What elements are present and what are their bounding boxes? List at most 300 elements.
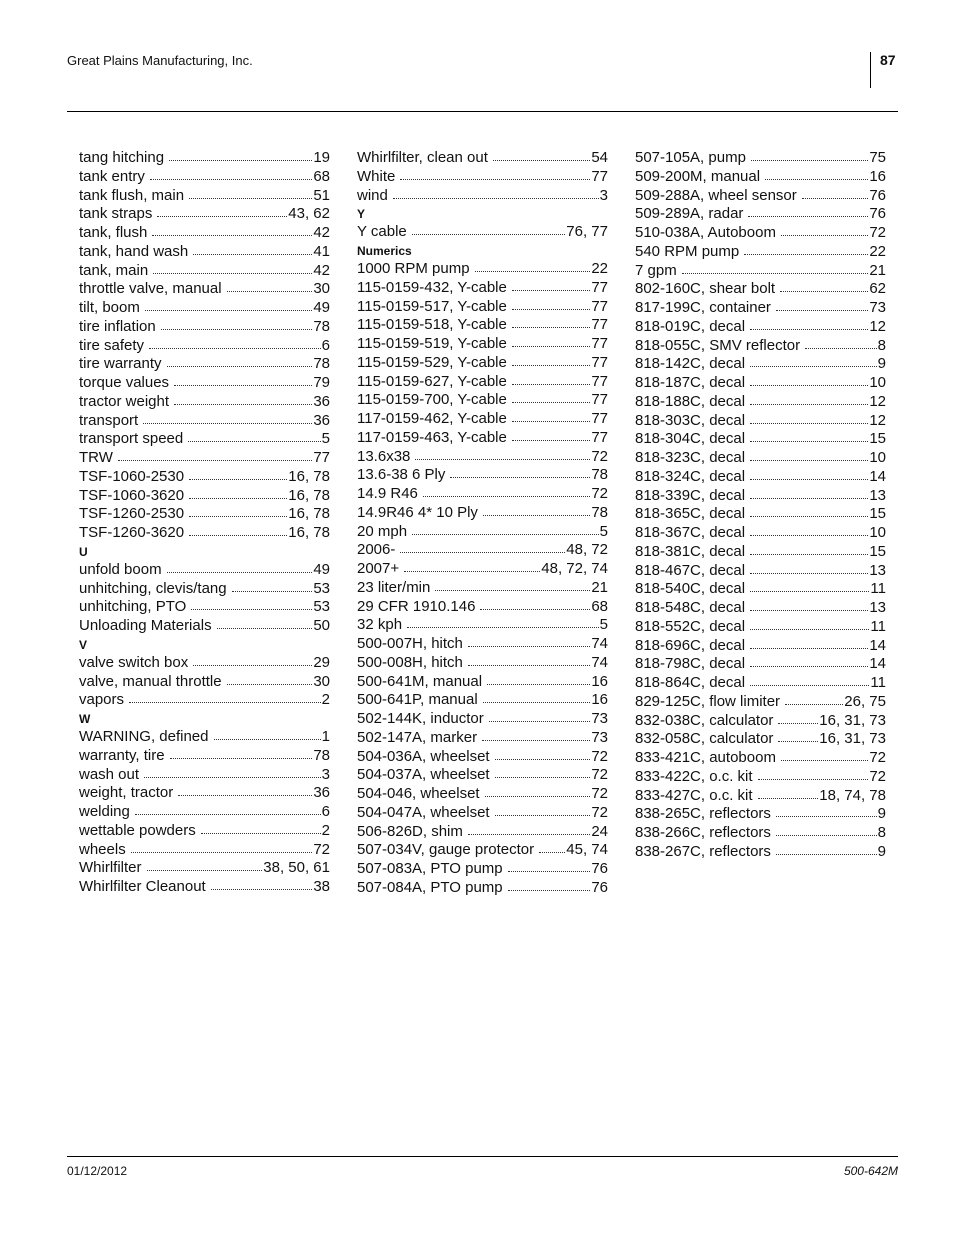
dot-leader [407,627,599,628]
index-page-refs: 79 [313,374,330,391]
index-page-refs: 16, 78 [288,486,330,504]
index-page-refs: 22 [869,242,886,260]
index-term: 29 CFR 1910.146 [357,597,476,615]
index-page-refs: 13 [869,486,886,504]
index-term: 838-267C, reflectors [635,842,771,860]
dot-leader [189,516,287,517]
index-page-refs: 68 [591,597,608,615]
company-name: Great Plains Manufacturing, Inc. [67,53,253,68]
footer-doc-number: 500-642M [843,1164,898,1178]
index-page-refs: 30 [313,280,330,298]
index-page-refs: 16, 78 [288,467,330,485]
index-entry [635,487,886,506]
dot-leader [227,684,313,685]
index-term: tire inflation [79,317,156,335]
index-entry [79,412,330,431]
index-entry [79,430,330,449]
index-column-1 [79,149,330,897]
index-page-refs: 11 [870,617,886,635]
index-term: 507-105A, pump [635,149,746,166]
dot-leader [750,441,868,442]
dot-leader [776,310,868,311]
dot-leader [167,366,313,367]
index-entry [357,429,608,448]
index-entry [79,374,330,393]
index-page-refs: 77 [591,391,608,409]
index-page-refs: 78 [313,317,330,335]
index-entry [635,824,886,843]
index-column-3 [635,149,886,862]
dot-leader [227,291,313,292]
dot-leader [776,835,877,836]
index-term: tank straps [79,205,153,223]
index-term: tank, flush [79,224,148,241]
index-entry [79,822,330,841]
dot-leader [435,590,590,591]
index-term: unfold boom [79,560,162,578]
index-entry [635,224,886,243]
index-page-refs: 30 [313,672,330,690]
index-entry [635,524,886,543]
dot-leader [750,685,869,686]
dot-leader [178,795,312,796]
index-term: 504-036A, wheelset [357,747,490,765]
index-page-refs: 16 [869,167,886,185]
dot-leader [750,423,868,424]
index-page-refs: 19 [313,149,330,166]
index-entry [635,337,886,356]
dot-leader [750,554,868,555]
dot-leader [493,160,590,161]
index-entry [635,805,886,824]
dot-leader [785,704,843,705]
index-page-refs: 78 [313,355,330,373]
dot-leader [512,402,590,403]
dot-leader [750,666,868,667]
dot-leader [145,310,312,311]
index-entry [357,635,608,654]
index-term: tilt, boom [79,299,140,316]
index-entry [357,879,608,898]
index-entry [79,487,330,506]
index-entry [357,748,608,767]
index-term: 115-0159-432, Y-cable [357,278,507,296]
index-page-refs: 43, 62 [288,205,330,223]
index-entry [357,616,608,635]
index-term: 507-034V, gauge protector [357,841,535,859]
index-page-refs: 53 [313,579,330,597]
index-page-refs: 73 [869,299,886,316]
dot-leader [147,870,263,871]
index-term: weight, tractor [79,784,174,802]
index-term: transport speed [79,430,184,448]
index-entry [79,468,330,487]
index-term: 509-288A, wheel sensor [635,186,797,204]
index-term: 500-641M, manual [357,672,483,690]
index-page-refs: 73 [591,728,608,746]
index-entry [79,505,330,524]
index-term: TSF-1260-3620 [79,524,185,541]
index-page-refs: 72 [591,747,608,765]
index-entry [79,580,330,599]
index-entry [357,804,608,823]
dot-leader [512,440,590,441]
index-term: 115-0159-518, Y-cable [357,316,507,334]
dot-leader [161,329,313,330]
dot-leader [750,385,868,386]
index-entry [79,841,330,860]
index-page-refs: 72 [869,224,886,241]
dot-leader [750,573,868,574]
index-entry [635,318,886,337]
index-term: tang hitching [79,149,165,166]
dot-leader [512,365,590,366]
dot-leader [805,348,877,349]
index-term: 818-187C, decal [635,374,746,391]
index-page-refs: 13 [869,561,886,579]
index-term: transport [79,411,139,429]
index-term: unhitching, clevis/tang [79,579,227,597]
dot-leader [751,160,868,161]
dot-leader [468,646,590,647]
dot-leader [157,216,287,217]
index-page-refs: 49 [313,560,330,578]
index-entry [357,335,608,354]
dot-leader [750,479,868,480]
index-page-refs: 72 [869,749,886,766]
dot-leader [512,309,590,310]
index-page-refs: 77 [313,449,330,466]
dot-leader [131,852,313,853]
index-entry [635,149,886,168]
index-term: 1000 RPM pump [357,260,470,277]
index-page-refs: 12 [869,411,886,429]
index-entry [357,654,608,673]
index-entry [635,749,886,768]
index-page-refs: 49 [313,299,330,316]
index-term: 32 kph [357,616,403,634]
index-entry [79,449,330,468]
index-page-refs: 76 [869,205,886,223]
index-page-refs: 53 [313,598,330,616]
dot-leader [682,273,869,274]
index-term: 818-339C, decal [635,486,746,504]
index-page-refs: 15 [869,430,886,448]
index-entry [635,393,886,412]
index-term: 14.9R46 4* 10 Ply [357,503,478,521]
index-page-refs: 26, 75 [844,692,886,710]
index-term: 802-160C, shear bolt [635,280,776,298]
index-entry [357,316,608,335]
index-entry [635,730,886,749]
footer-rule [67,1156,898,1157]
index-term: 818-467C, decal [635,561,746,579]
index-entry [357,354,608,373]
dot-leader [193,665,312,666]
index-term: 509-289A, radar [635,205,744,223]
dot-leader [480,609,590,610]
index-term: 818-798C, decal [635,655,746,673]
dot-leader [468,665,590,666]
dot-leader [765,179,868,180]
index-term: 818-303C, decal [635,411,746,429]
index-page-refs: 78 [591,503,608,521]
index-entry [635,505,886,524]
dot-leader [189,198,312,199]
dot-leader [412,234,566,235]
index-entry [357,710,608,729]
index-term: 14.9 R46 [357,485,418,502]
index-page-refs: 10 [869,449,886,466]
index-page-refs: 11 [870,674,886,691]
index-page-refs: 78 [313,746,330,764]
index-term: 818-019C, decal [635,317,746,335]
index-term: 818-055C, SMV reflector [635,336,801,354]
index-entry [79,243,330,262]
index-page-refs: 16 [591,672,608,690]
index-entry [635,712,886,731]
index-entry [79,205,330,224]
dot-leader [189,479,287,480]
index-entry [357,149,608,168]
index-page-refs: 72 [591,485,608,502]
index-page-refs: 29 [313,653,330,671]
index-term: 829-125C, flow limiter [635,692,781,710]
index-entry [635,674,886,693]
index-term: TSF-1060-2530 [79,467,185,485]
index-page-refs: 14 [869,467,886,485]
dot-leader [412,534,599,535]
dot-leader [211,889,313,890]
index-entry [635,412,886,431]
index-page-refs: 48, 72, 74 [541,560,608,577]
index-entry [635,449,886,468]
index-term: 500-008H, hitch [357,653,463,671]
index-term: 838-266C, reflectors [635,824,771,841]
index-entry [79,598,330,617]
index-term: TSF-1060-3620 [79,486,185,504]
index-term: 117-0159-463, Y-cable [357,428,507,446]
dot-leader [393,198,599,199]
index-page-refs: 5 [599,616,608,634]
dot-leader [150,179,312,180]
index-term: throttle valve, manual [79,280,222,298]
index-term: wind [357,186,388,204]
index-page-refs: 76 [869,186,886,204]
index-term: 23 liter/min [357,578,431,596]
index-entry [635,655,886,674]
index-term: 117-0159-462, Y-cable [357,410,507,427]
dot-leader [508,871,591,872]
dot-leader [750,516,868,517]
dot-leader [744,254,868,255]
dot-leader [404,571,540,572]
dot-leader [750,460,868,461]
index-entry [357,391,608,410]
index-entry [79,280,330,299]
index-term: 510-038A, Autoboom [635,224,776,241]
index-term: 115-0159-700, Y-cable [357,391,507,409]
index-entry [79,561,330,580]
dot-leader [483,515,590,516]
index-term: 540 RPM pump [635,242,740,260]
index-term: 818-381C, decal [635,542,746,560]
index-page-refs: 15 [869,542,886,560]
dot-leader [802,198,869,199]
index-entry [635,374,886,393]
dot-leader [169,160,312,161]
index-entry [357,373,608,392]
index-term: TRW [79,449,113,466]
index-term: tank, main [79,261,149,279]
dot-leader [748,216,868,217]
index-term: 818-188C, decal [635,392,746,410]
dot-leader [144,777,321,778]
index-section-heading: W [79,712,91,726]
index-page-refs: 15 [869,505,886,523]
index-page-refs: 3 [599,186,608,204]
dot-leader [143,423,312,424]
index-page-refs: 77 [591,316,608,334]
index-entry [635,843,886,862]
index-page-refs: 73 [591,710,608,727]
index-entry [357,298,608,317]
index-term: valve switch box [79,653,189,671]
dot-leader [487,684,590,685]
dot-leader [512,346,590,347]
index-term: 115-0159-529, Y-cable [357,353,507,371]
dot-leader [450,477,590,478]
index-page-refs: 6 [321,803,330,820]
dot-leader [781,760,868,761]
index-entry [79,187,330,206]
index-term: Y cable [357,223,407,241]
index-term: 818-324C, decal [635,467,746,485]
index-entry [79,393,330,412]
dot-leader [135,814,321,815]
index-term: 833-422C, o.c. kit [635,767,753,785]
dot-leader [174,404,312,405]
index-term: 509-200M, manual [635,167,761,185]
index-entry [635,693,886,712]
index-term: 115-0159-627, Y-cable [357,372,507,390]
footer-date: 01/12/2012 [67,1164,128,1178]
index-column-2 [357,149,608,898]
index-page-refs: 77 [591,335,608,352]
index-page-refs: 77 [591,353,608,371]
dot-leader [512,384,590,385]
index-entry [635,768,886,787]
dot-leader [174,385,312,386]
index-page-refs: 41 [313,242,330,260]
index-page-refs: 77 [591,278,608,296]
index-entry [357,541,608,560]
header-divider [870,52,871,88]
index-entry [79,766,330,785]
index-term: 507-084A, PTO pump [357,878,503,896]
dot-leader [483,702,591,703]
index-entry [635,299,886,318]
index-term: welding [79,803,130,820]
index-term: torque values [79,374,170,391]
index-section-heading: V [79,637,88,652]
index-page-refs: 77 [591,428,608,446]
index-term: 818-142C, decal [635,355,746,373]
index-section-heading: Y [357,207,366,222]
dot-leader [781,235,868,236]
index-page-refs: 50 [313,617,330,634]
index-entry [357,466,608,485]
index-page-refs: 62 [869,280,886,298]
index-entry [79,617,330,636]
dot-leader [400,179,590,180]
index-entry [357,260,608,279]
index-term: 838-265C, reflectors [635,805,771,823]
index-page-refs: 72 [313,840,330,858]
index-page-refs: 16, 78 [288,505,330,523]
index-page-refs: 76 [591,878,608,896]
index-term: unhitching, PTO [79,598,187,616]
index-term: wettable powders [79,821,196,839]
dot-leader [217,628,313,629]
index-page-refs: 76 [591,860,608,877]
index-entry [635,637,886,656]
index-entry [357,691,608,710]
index-entry [357,485,608,504]
index-term: 504-047A, wheelset [357,803,490,821]
index-entry [79,168,330,187]
page-number: 87 [880,52,896,68]
index-term: warranty, tire [79,746,165,764]
index-page-refs: 45, 74 [566,841,608,859]
index-term: 507-083A, PTO pump [357,860,503,877]
dot-leader [750,498,868,499]
index-page-refs: 75 [869,149,886,166]
index-page-refs: 72 [591,785,608,802]
index-entry [79,318,330,337]
index-page-refs: 14 [869,655,886,673]
index-entry [79,859,330,878]
index-page-refs: 48, 72 [566,541,608,559]
dot-leader [170,758,313,759]
index-entry [79,224,330,243]
dot-leader [776,854,877,855]
index-term: WARNING, defined [79,728,209,745]
dot-leader [758,798,819,799]
dot-leader [776,816,877,817]
index-entry [635,205,886,224]
dot-leader [512,421,590,422]
index-entry [357,279,608,298]
index-page-refs: 77 [591,372,608,390]
index-entry [635,787,886,806]
index-page-refs: 13 [869,599,886,616]
index-term: 20 mph [357,522,408,540]
index-entry [635,187,886,206]
dot-leader [482,740,590,741]
index-term: 504-046, wheelset [357,785,480,802]
index-entry [357,504,608,523]
index-term: 502-147A, marker [357,728,478,746]
index-term: 500-641P, manual [357,691,478,709]
dot-leader [750,648,868,649]
index-entry [635,468,886,487]
index-page-refs: 72 [591,766,608,784]
index-entry [635,430,886,449]
index-term: White [357,167,396,185]
index-term: 13.6-38 6 Ply [357,466,446,484]
index-page-refs: 6 [321,336,330,354]
